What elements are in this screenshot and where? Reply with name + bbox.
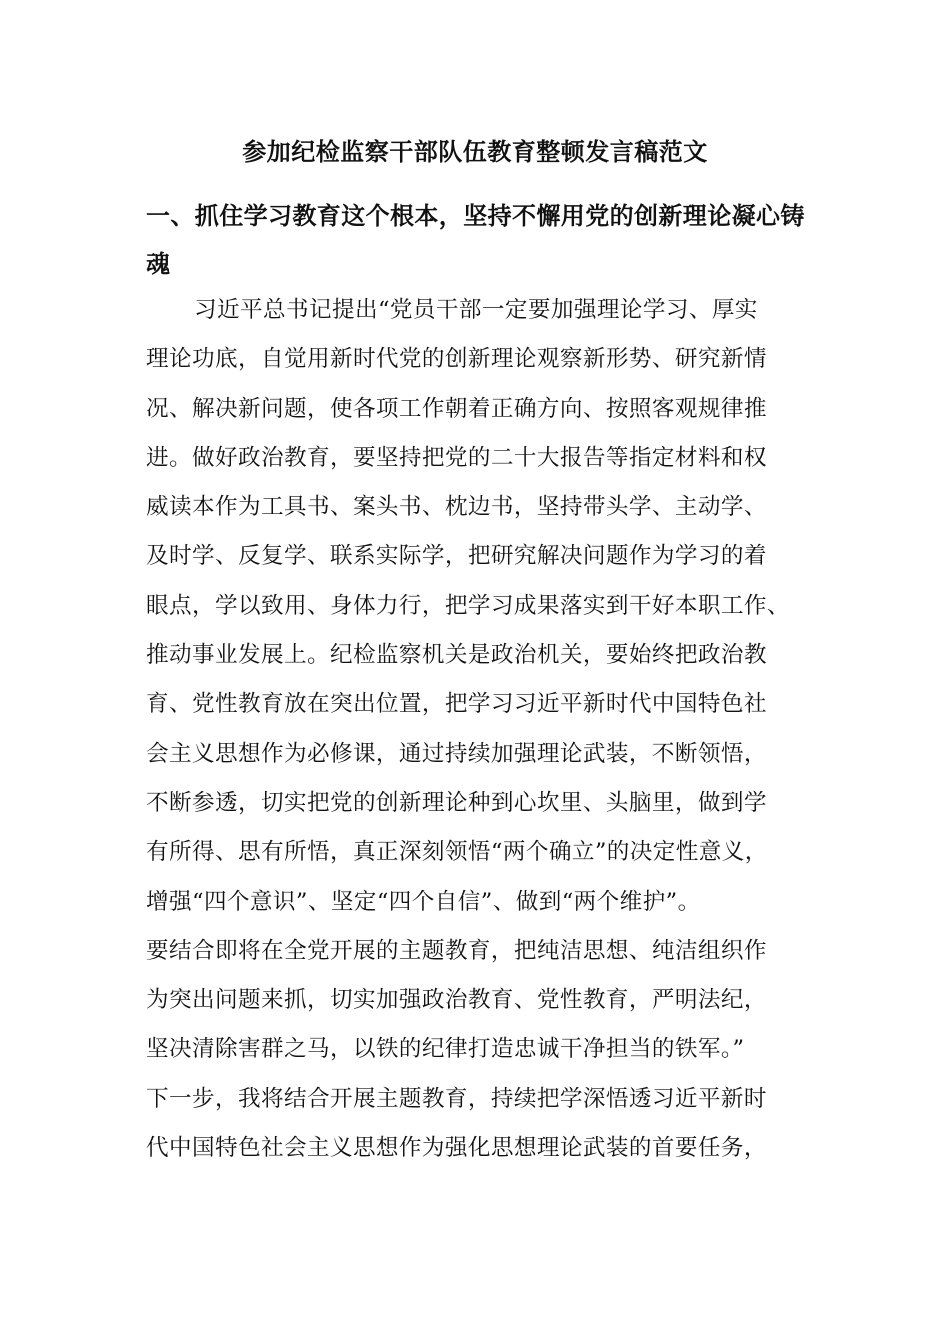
- body-line: 要结合即将在全党开展的主题教育，把纯洁思想、纯洁组织作: [146, 937, 767, 964]
- section-body: [146, 286, 818, 1173]
- body-line: 威读本作为工具书、案头书、枕边书，坚持带头学、主动学、: [146, 494, 767, 521]
- body-line: 代中国特色社会主义思想作为强化思想理论武装的首要任务，: [146, 1135, 767, 1162]
- section-heading: [146, 192, 806, 288]
- body-line: 及时学、反复学、联系实际学，把研究解决问题作为学习的着: [146, 543, 767, 570]
- body-line: 育、党性教育放在突出位置，把学习习近平新时代中国特色社: [146, 691, 767, 718]
- body-line: 为突出问题来抓，切实加强政治教育、党性教育，严明法纪，: [146, 987, 767, 1014]
- body-line: 况、解决新问题，使各项工作朝着正确方向、按照客观规律推: [146, 395, 767, 422]
- body-line: 不断参透，切实把党的创新理论种到心坎里、头脑里，做到学: [146, 789, 767, 816]
- body-line: 推动事业发展上。纪检监察机关是政治机关，要始终把政治教: [146, 642, 767, 669]
- body-line: 会主义思想作为必修课，通过持续加强理论武装，不断领悟，: [146, 740, 767, 767]
- section-heading-line: 魂: [146, 250, 171, 278]
- body-line: 坚决清除害群之马，以铁的纪律打造忠诚干净担当的铁军。”: [146, 1036, 745, 1063]
- body-line: 习近平总书记提出“党员干部一定要加强理论学习、厚实: [194, 297, 758, 323]
- body-line: 增强“四个意识”、坚定“四个自信”、做到“两个维护”。: [146, 888, 701, 915]
- section-heading-line: 一、抓住学习教育这个根本，坚持不懈用党的创新理论凝心铸: [146, 202, 805, 230]
- document-title: 参加纪检监察干部队伍教育整顿发言稿范文: [242, 138, 708, 166]
- body-line: 下一步，我将结合开展主题教育，持续把学深悟透习近平新时: [146, 1085, 767, 1112]
- body-line: 有所得、思有所悟，真正深刻领悟“两个确立”的决定性意义，: [146, 839, 768, 866]
- body-line: 进。做好政治教育，要坚持把党的二十大报告等指定材料和权: [146, 444, 767, 471]
- body-line: 理论功底，自觉用新时代党的创新理论观察新形势、研究新情: [146, 346, 767, 373]
- body-line: 眼点，学以致用、身体力行，把学习成果落实到干好本职工作、: [146, 592, 790, 619]
